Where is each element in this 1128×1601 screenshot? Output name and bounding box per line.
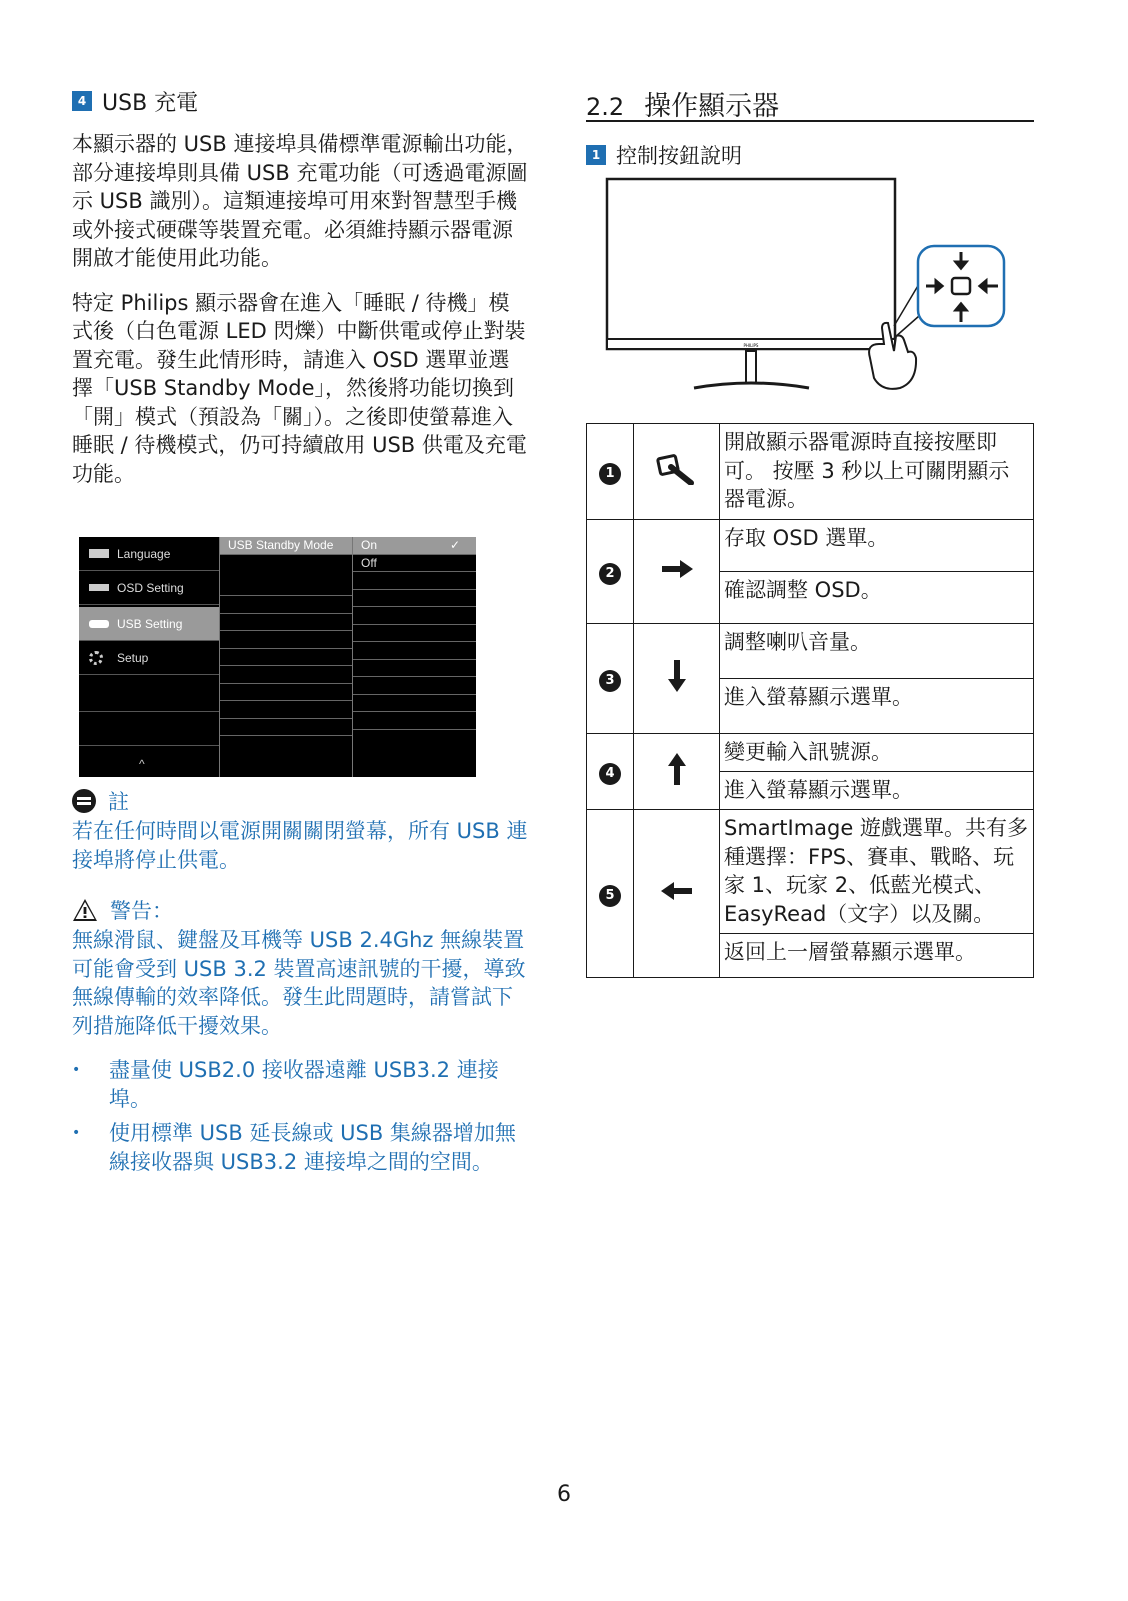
- row-description: 存取 OSD 選單。: [720, 520, 1034, 572]
- section-title: USB 充電: [102, 90, 199, 116]
- check-icon: ✓: [449, 538, 460, 552]
- page-number: 6: [557, 1482, 571, 1507]
- usb-standby-paragraph: 特定 Philips 顯示器會在進入「睡眠 / 待機」模式後（白色電源 LED 閃爍）中斷供電或停止對裝置充電。發生此情形時，請進入 OSD 選單並選擇「USB Standby Mode」，然後將功能切換到「開」模式（預設為「關」）。之後即使螢幕進入睡眠 / 待機模式，仍可持續啟用 USB 供電及充電功能。: [72, 290, 527, 486]
- joystick-icon: [952, 278, 970, 294]
- osd-menu-screenshot: [79, 537, 476, 777]
- usb-charging-paragraph: 本顯示器的 USB 連接埠具備標準電源輸出功能，部分連接埠則具備 USB 充電功能（可透過電源圖示 USB 識別）。這類連接埠可用來對智慧型手機或外接式硬碟等裝置充電。必須維持顯示器電源開啟才能使用此功能。: [72, 132, 528, 270]
- left-column: [72, 86, 530, 488]
- monitor-illustration: [604, 176, 1014, 396]
- section-heading-operating: [586, 84, 1034, 122]
- row-description: 調整喇叭音量。: [720, 624, 1034, 679]
- control-buttons-table: [586, 423, 1034, 978]
- section-number-badge: 4: [72, 91, 92, 111]
- osd-menu-item-osd-setting: [79, 571, 219, 605]
- row-description: 變更輸入訊號源。: [720, 734, 1034, 772]
- caret-up-icon: ^: [139, 757, 145, 771]
- note-title: 註: [108, 790, 129, 814]
- warning-title: 警告：: [110, 899, 173, 923]
- osd-menu-item-usb-setting: [79, 607, 219, 641]
- table-row: [587, 624, 1034, 679]
- table-row: [587, 520, 1034, 572]
- subsection-heading-controls: [586, 140, 742, 170]
- subsection-number-badge: 1: [586, 145, 606, 165]
- osd-menu-item-language: [79, 537, 219, 571]
- row-number: 3: [599, 670, 621, 692]
- table-row: [587, 424, 1034, 520]
- warning-text: 無線滑鼠、鍵盤及耳機等 USB 2.4Ghz 無線裝置可能會受到 USB 3.2 裝置高速訊號的干擾，導致無線傳輸的效率降低。發生此問題時，請嘗試下列措施降低干擾效果。: [72, 928, 526, 1038]
- osd-menu-label: OSD Setting: [117, 580, 184, 595]
- row-description: SmartImage 遊戲選單。共有多種選擇：FPS、賽車、戰略、玩家 1、玩家 2、低藍光模式、EasyRead（文字）以及關。: [720, 810, 1034, 934]
- osd-menu-label: Language: [117, 546, 171, 561]
- list-item: • 盡量使 USB2.0 接收器遠離 USB3.2 連接埠。: [72, 1056, 530, 1113]
- arrow-right-icon: [660, 559, 694, 579]
- txt-icon: [89, 549, 109, 558]
- subsection-title: 控制按鈕說明: [616, 144, 742, 168]
- gear-icon: [89, 651, 103, 665]
- row-description: 進入螢幕顯示選單。: [720, 772, 1034, 810]
- table-row: [587, 734, 1034, 772]
- note-heading: [72, 786, 129, 816]
- mitigation-list: [72, 1056, 530, 1182]
- table-row: [587, 810, 1034, 934]
- row-number: 1: [599, 463, 621, 485]
- warning-icon: [72, 898, 98, 922]
- osd-menu-item-setup: [79, 641, 219, 675]
- osd-setting-icon: [89, 584, 109, 591]
- note-text: 若在任何時間以電源開關關閉螢幕，所有 USB 連接埠將停止供電。: [72, 819, 528, 872]
- arrow-down-icon: [667, 659, 687, 693]
- osd-menu-label: Setup: [117, 650, 149, 665]
- arrow-left-icon: [660, 881, 694, 901]
- row-number: 4: [599, 763, 621, 785]
- warning-heading: [72, 895, 173, 925]
- list-item: • 使用標準 USB 延長線或 USB 集線器增加無線接收器與 USB3.2 連接埠之間的空間。: [72, 1119, 530, 1176]
- row-description: 開啟顯示器電源時直接按壓即可。 按壓 3 秒以上可關閉顯示器電源。: [720, 424, 1034, 520]
- osd-submenu: [219, 537, 352, 777]
- row-number: 2: [599, 563, 621, 585]
- osd-menu-label: USB Setting: [117, 616, 183, 631]
- note-icon: [72, 789, 96, 813]
- arrow-up-icon: [667, 752, 687, 786]
- monitor-brand: PHILIPS: [743, 343, 759, 348]
- usb-icon: [89, 620, 109, 628]
- row-description: 進入螢幕顯示選單。: [720, 679, 1034, 734]
- osd-submenu-usb-standby: USB Standby Mode: [220, 537, 352, 555]
- osd-option-off: Off: [353, 555, 476, 573]
- osd-main-menu: [79, 537, 219, 777]
- row-description: 確認調整 OSD。: [720, 572, 1034, 624]
- section-title: 操作顯示器: [644, 91, 780, 122]
- osd-option-on: On ✓: [353, 537, 476, 555]
- row-description: 返回上一層螢幕顯示選單。: [720, 934, 1034, 978]
- osd-options: [352, 537, 476, 777]
- row-number: 5: [599, 885, 621, 907]
- section-number: 2.2: [586, 93, 625, 121]
- power-button-icon: [655, 453, 699, 485]
- section-heading-usb-charging: [72, 86, 530, 116]
